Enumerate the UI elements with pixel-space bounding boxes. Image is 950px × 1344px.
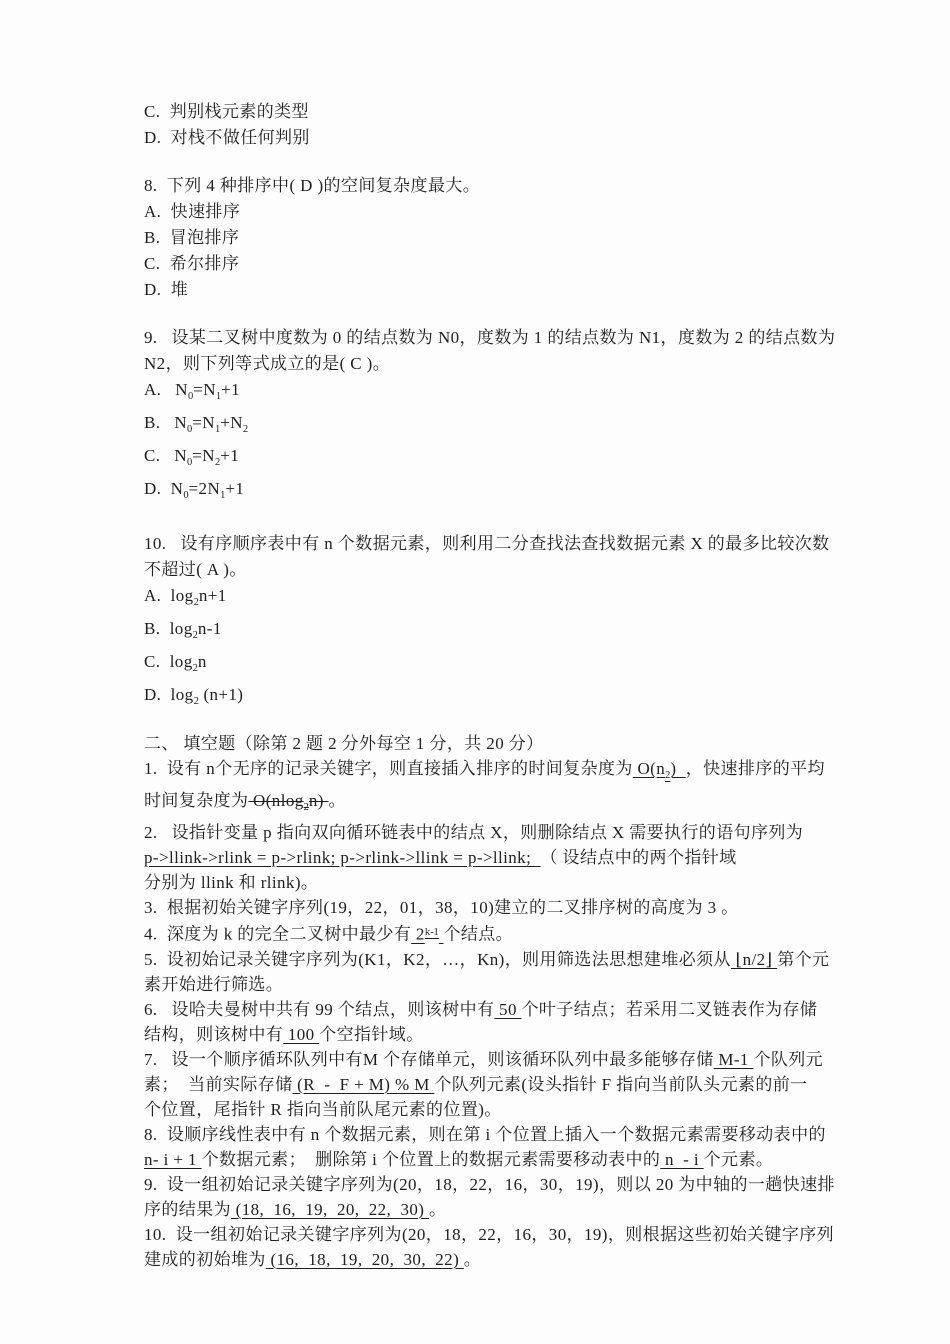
answer-blank: M-1 bbox=[713, 1049, 754, 1069]
text-segment: A. N bbox=[144, 380, 188, 399]
text-segment: 个数据元素； 删除第 i 个位置上的数据元素需要移动表中的 bbox=[201, 1149, 661, 1169]
text-segment: 序的结果为 bbox=[144, 1199, 231, 1219]
struck-text: 2 bbox=[214, 457, 221, 468]
text-segment: 9. 设某二叉树中度数为 0 的结点数为 N0，度数为 1 的结点数为 N1，度数为 2 的结点数为 bbox=[144, 328, 836, 347]
text-segment: 2. 设指针变量 p 指向双向循环链表中的结点 X，则删除结点 X 需要执行的语句序列为 bbox=[144, 823, 804, 842]
text-segment: C. 判别栈元素的类型 bbox=[144, 102, 309, 121]
text-segment: +1 bbox=[225, 479, 245, 498]
mcq7-option-d bbox=[144, 125, 844, 151]
text-segment: 8. 设顺序线性表中有 n 个数据元素，则在第 i 个位置上插入一个数据元素需要移动表中的 bbox=[144, 1124, 826, 1144]
fill-heading bbox=[144, 731, 844, 756]
text-segment: ，快速排序的平均 bbox=[685, 759, 825, 778]
mcq9-option-c bbox=[144, 443, 844, 476]
struck-text: 0 bbox=[187, 457, 193, 468]
text-segment: 7. 设一个顺序循环队列中有M 个存储单元，则该循环队列中最多能够存储 bbox=[144, 1049, 714, 1069]
text-segment: 时间复杂度为 bbox=[144, 791, 249, 810]
text-segment: 10. 设有序顺序表中有 n 个数据元素，则利用二分查找法查找数据元素 X 的最多比较次数 bbox=[144, 534, 830, 553]
mcq8-option-c bbox=[144, 251, 844, 277]
text-segment: 个元素。 bbox=[703, 1149, 774, 1169]
struck-text: 1 bbox=[220, 490, 226, 501]
text-segment: 第个元 bbox=[777, 949, 830, 969]
fill1-line2 bbox=[144, 788, 844, 820]
mcq9-option-b bbox=[144, 410, 844, 443]
answer-blank: 50 bbox=[494, 999, 522, 1019]
text-segment: D. log bbox=[144, 685, 194, 704]
mcq9-stem1 bbox=[144, 325, 844, 351]
exam-content bbox=[144, 99, 844, 1272]
text-segment: 8. 下列 4 种排序中( D )的空间复杂度最大。 bbox=[144, 176, 481, 195]
fill8-line2 bbox=[144, 1147, 844, 1172]
text-segment: 9. 设一组初始记录关键字序列为(20，18，22，16，30，19)，则以 20 为中轴的一趟快速排 bbox=[144, 1174, 835, 1194]
fill6-line1 bbox=[144, 997, 844, 1022]
struck-text: 1 bbox=[214, 424, 221, 435]
text-segment: 。 bbox=[463, 1249, 482, 1269]
answer-blank: n- i + 1 bbox=[144, 1149, 202, 1169]
answer-blank: ) bbox=[670, 759, 686, 778]
text-segment: n-1 bbox=[197, 619, 222, 638]
text-segment: 个空指针域。 bbox=[319, 1024, 424, 1044]
text-segment: 。 bbox=[328, 791, 346, 810]
mcq8-option-d bbox=[144, 277, 844, 303]
text-segment: =N bbox=[193, 380, 216, 399]
answer-blank: (18, 16, 19, 20, 22, 30) bbox=[231, 1199, 429, 1219]
fill9-line2 bbox=[144, 1197, 844, 1222]
text-segment: C. 希尔排序 bbox=[144, 254, 240, 273]
text-segment: 结构，则该树中有 bbox=[144, 1024, 284, 1044]
struck-text: 2 bbox=[303, 802, 309, 813]
fill4 bbox=[144, 920, 844, 947]
answer-blank: 2 bbox=[665, 770, 671, 781]
text-segment: A. 快速排序 bbox=[144, 202, 241, 221]
struck-text: 2 bbox=[242, 424, 249, 435]
struck-text: 0 bbox=[183, 490, 189, 501]
mcq8-stem bbox=[144, 173, 844, 199]
fill2-line1 bbox=[144, 820, 844, 845]
text-segment: B. log bbox=[144, 619, 193, 638]
text-segment: 素开始进行筛选。 bbox=[144, 974, 284, 994]
fill10-line1 bbox=[144, 1222, 844, 1247]
text-segment: C. log bbox=[144, 652, 193, 671]
fill1-line1 bbox=[144, 756, 844, 788]
text-segment: 5. 设初始记录关键字序列为(K1，K2，…，Kn)，则用筛选法思想建堆必须从 bbox=[144, 949, 731, 969]
fill3 bbox=[144, 895, 844, 920]
mcq8-option-b bbox=[144, 225, 844, 251]
fill7-line3 bbox=[144, 1097, 844, 1122]
text-segment: 个队列元素(设头指针 F 指向当前队头元素的前一 bbox=[434, 1074, 808, 1094]
text-segment: （ 设结点中的两个指针域 bbox=[540, 848, 737, 867]
text-segment: +1 bbox=[220, 446, 240, 465]
struck-text: 1 bbox=[215, 391, 222, 402]
text-segment: C. N bbox=[144, 446, 188, 465]
text-segment: N2，则下列等式成立的是( C )。 bbox=[144, 354, 391, 373]
answer-blank: ⌊n/2⌋ bbox=[730, 949, 778, 969]
struck-text: 2 bbox=[193, 696, 199, 707]
mcq10-stem1 bbox=[144, 531, 844, 557]
text-segment: 4. 深度为 k 的完全二叉树中最少有 bbox=[144, 924, 412, 944]
fill-in-blank-section bbox=[144, 731, 844, 1272]
text-segment: D. N bbox=[144, 479, 184, 498]
fill2-line2 bbox=[144, 845, 844, 870]
text-segment: =N bbox=[192, 413, 215, 432]
text-segment: 个位置，尾指针 R 指向当前队尾元素的位置)。 bbox=[144, 1099, 502, 1119]
mcq10-option-c bbox=[144, 649, 844, 682]
struck-text: 0 bbox=[187, 424, 193, 435]
fill2-line3 bbox=[144, 870, 844, 895]
answer-blank: (16, 18, 19, 20, 30, 22) bbox=[265, 1249, 464, 1269]
mcq9-option-a bbox=[144, 377, 844, 410]
text-segment: 分别为 llink 和 rlink)。 bbox=[144, 873, 319, 892]
text-segment: 10. 设一组初始记录关键字序列为(20，18，22，16，30，19)，则根据这些初始关键字序列 bbox=[144, 1224, 835, 1244]
answer-blank: 100 bbox=[283, 1024, 320, 1044]
struck-text: 2 bbox=[192, 663, 198, 674]
struck-text: n) bbox=[308, 791, 329, 810]
text-segment: 素； 当前实际存储 bbox=[144, 1074, 293, 1094]
fill5-line1 bbox=[144, 947, 844, 972]
answer-blank: (R - F + M) % M bbox=[292, 1074, 435, 1094]
answer-blank: k-1 bbox=[424, 927, 439, 938]
text-segment: B. 冒泡排序 bbox=[144, 228, 240, 247]
text-segment: D. 对栈不做任何判别 bbox=[144, 128, 310, 147]
fill9-line1 bbox=[144, 1172, 844, 1197]
mcq10-option-b bbox=[144, 616, 844, 649]
answer-blank: p->llink->rlink = p->rlink; p->rlink->llink = p->llink; bbox=[144, 848, 541, 867]
multiple-choice-section bbox=[144, 99, 844, 715]
fill7-line1 bbox=[144, 1047, 844, 1072]
text-segment: B. N bbox=[144, 413, 188, 432]
struck-text: 0 bbox=[187, 391, 194, 402]
text-segment: 个队列元 bbox=[753, 1049, 824, 1069]
mcq9-stem2 bbox=[144, 351, 844, 377]
text-segment: =N bbox=[192, 446, 215, 465]
fill5-line2 bbox=[144, 972, 844, 997]
text-segment: 不超过( A )。 bbox=[144, 560, 247, 579]
mcq9-option-d bbox=[144, 476, 844, 509]
fill10-line2 bbox=[144, 1247, 844, 1272]
text-segment: 个结点。 bbox=[443, 924, 514, 944]
text-segment: n+1 bbox=[198, 586, 227, 605]
fill6-line2 bbox=[144, 1022, 844, 1047]
struck-text: 2 bbox=[193, 597, 199, 608]
text-segment: D. 堆 bbox=[144, 280, 189, 299]
fill7-line2 bbox=[144, 1072, 844, 1097]
mcq7-option-c bbox=[144, 99, 844, 125]
struck-text: O(nlog bbox=[248, 791, 304, 810]
text-segment: 个叶子结点；若采用二叉链表作为存储 bbox=[521, 999, 818, 1019]
text-segment: +1 bbox=[221, 380, 241, 399]
mcq10-stem2 bbox=[144, 557, 844, 583]
answer-blank: O(n bbox=[632, 759, 666, 778]
text-segment: +N bbox=[220, 413, 243, 432]
text-segment: 6. 设哈夫曼树中共有 99 个结点，则该树中有 bbox=[144, 999, 495, 1019]
mcq10-option-d bbox=[144, 682, 844, 715]
text-segment: A. log bbox=[144, 586, 194, 605]
mcq10-option-a bbox=[144, 583, 844, 616]
text-segment: 。 bbox=[428, 1199, 447, 1219]
answer-blank: n - i bbox=[660, 1149, 704, 1169]
text-segment: 3. 根据初始关键字序列(19，22，01，38，10)建立的二叉排序树的高度为 3 。 bbox=[144, 898, 739, 917]
text-segment: (n+1) bbox=[198, 685, 244, 704]
text-segment: 建成的初始堆为 bbox=[144, 1249, 266, 1269]
struck-text: 2 bbox=[192, 630, 198, 641]
text-segment: n bbox=[197, 652, 207, 671]
fill8-line1 bbox=[144, 1122, 844, 1147]
mcq8-option-a bbox=[144, 199, 844, 225]
text-segment: =2N bbox=[188, 479, 221, 498]
text-segment: 二、 填空题（除第 2 题 2 分外每空 1 分，共 20 分） bbox=[144, 734, 544, 753]
answer-blank: 2 bbox=[411, 924, 425, 944]
text-segment: 1. 设有 n个无序的记录关键字，则直接插入排序的时间复杂度为 bbox=[144, 759, 633, 778]
